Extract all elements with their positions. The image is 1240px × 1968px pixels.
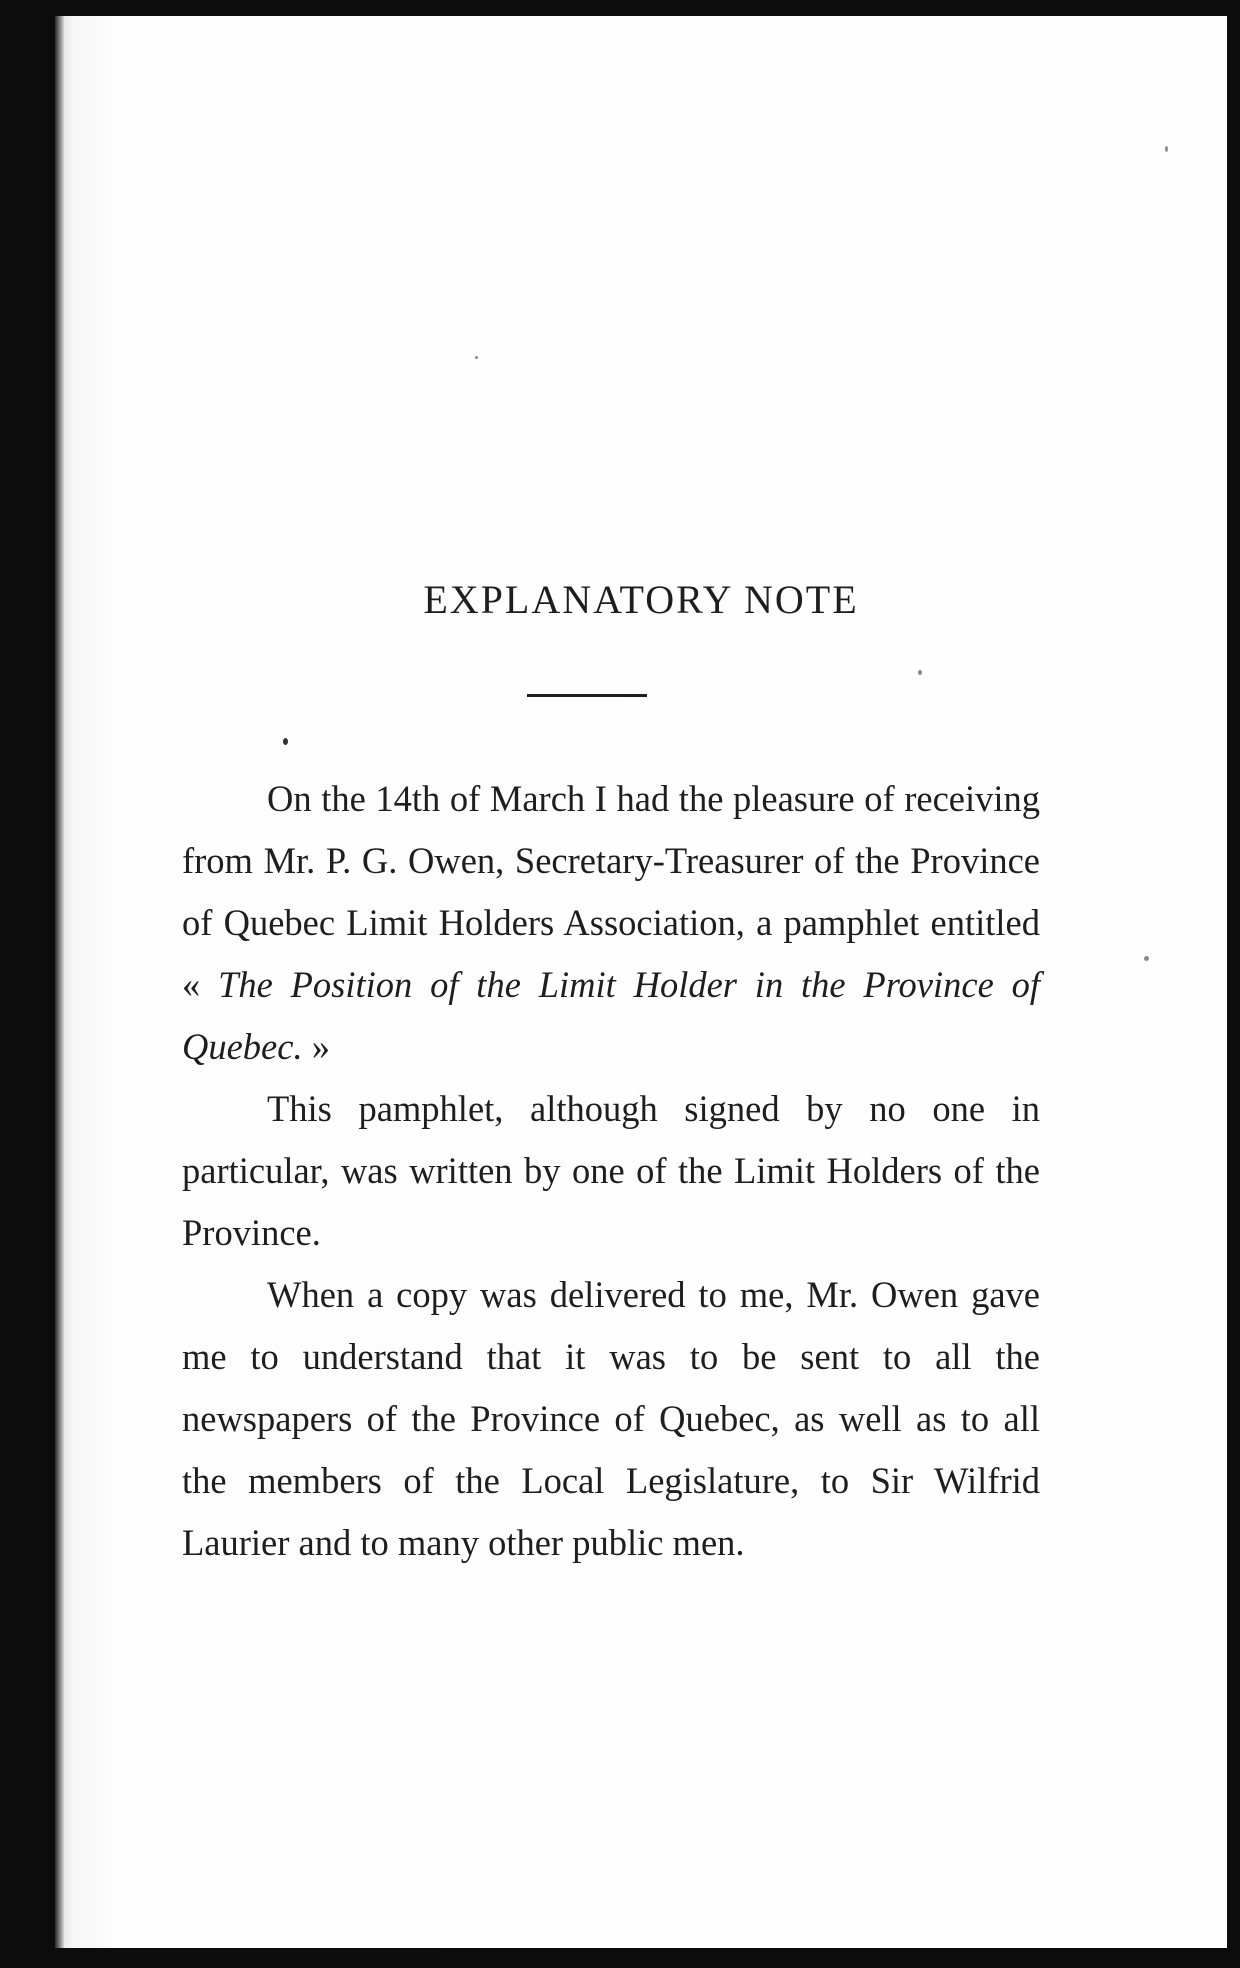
scan-speck (1165, 146, 1168, 152)
scan-speck (475, 356, 478, 359)
page-binding-edge (55, 16, 64, 1948)
page-title: EXPLANATORY NOTE (423, 577, 859, 622)
paragraph-text: On the 14th of March I had the pleasure of receiving from Mr. P. G. Owen, Secretary-Treasurer of the Province of Quebec Limit Holders Association, a pamphlet entitled « (182, 778, 1040, 1005)
paragraph-text: » (311, 1026, 330, 1067)
scan-speck (918, 670, 922, 675)
document-body (182, 768, 1040, 1574)
paragraph (182, 768, 1040, 1078)
paragraph: When a copy was delivered to me, Mr. Owen gave me to understand that it was to be sent to all the newspapers of the Province of Quebec, as well as to all the members of the Local Legislature, to Sir Wilfrid Laurier and to many other public men. (182, 1274, 1040, 1563)
scan-speck (1144, 956, 1149, 961)
scan-speck (283, 738, 288, 745)
title-rule (527, 694, 647, 697)
pamphlet-title: The Position of the Limit Holder in the Province of Quebec. (182, 964, 1040, 1067)
paragraph: This pamphlet, although signed by no one in particular, was written by one of the Limit Holders of the Province. (182, 1088, 1040, 1253)
document-page (55, 16, 1227, 1948)
